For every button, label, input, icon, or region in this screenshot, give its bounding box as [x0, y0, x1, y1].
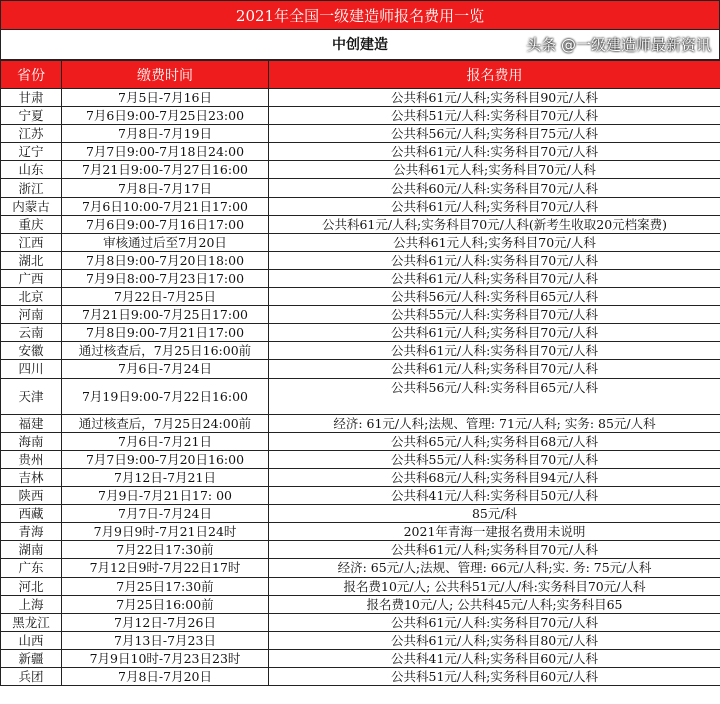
cell-province: 吉林 [1, 468, 62, 486]
table-row [1, 505, 720, 523]
cell-fee: 公共科55元/人科:实务科目70元/人科 [269, 306, 720, 324]
cell-payment-time: 通过核查后，7月25日16:00前 [62, 342, 269, 360]
cell-fee: 公共科61元/人科:实务科目70元/人科 [269, 342, 720, 360]
cell-fee: 公共科61元/人科;实务科目90元/人科 [269, 89, 720, 107]
cell-payment-time: 7月9日10时-7月23日23时 [62, 649, 269, 667]
cell-payment-time: 7月7日-7月24日 [62, 505, 269, 523]
cell-province: 江苏 [1, 125, 62, 143]
table-row [1, 233, 720, 251]
cell-province: 辽宁 [1, 143, 62, 161]
cell-payment-time: 7月12日9时-7月22日17时 [62, 559, 269, 577]
table-row [1, 342, 720, 360]
cell-payment-time: 7月7日9:00-7月18日24:00 [62, 143, 269, 161]
cell-fee: 报名费10元/人; 公共科51元/人/科:实务科目70元/人科 [269, 577, 720, 595]
cell-payment-time: 7月9日8:00-7月23日17:00 [62, 269, 269, 287]
cell-payment-time: 7月8日9:00-7月20日18:00 [62, 251, 269, 269]
cell-fee: 公共科61元/人科;实务科目70元/人科(新考生收取20元档案费) [269, 215, 720, 233]
cell-fee: 公共科61元/人科;实务科目70元/人科 [269, 360, 720, 378]
cell-payment-time: 7月6日10:00-7月21日17:00 [62, 197, 269, 215]
table-row [1, 613, 720, 631]
cell-payment-time: 7月25日17:30前 [62, 577, 269, 595]
header-fee: 报名费用 [269, 61, 720, 89]
cell-fee: 公共科60元/人科:实务科目70元/人科 [269, 179, 720, 197]
cell-province: 四川 [1, 360, 62, 378]
cell-province: 海南 [1, 432, 62, 450]
cell-payment-time: 7月22日-7月25日 [62, 288, 269, 306]
cell-fee: 85元/科 [269, 505, 720, 523]
cell-province: 陕西 [1, 487, 62, 505]
cell-province: 广东 [1, 559, 62, 577]
table-row [1, 179, 720, 197]
cell-fee: 公共科56元/人科;实务科目75元/人科 [269, 125, 720, 143]
cell-payment-time: 通过核查后，7月25日24:00前 [62, 414, 269, 432]
table-row [1, 523, 720, 541]
cell-payment-time: 7月6日-7月24日 [62, 360, 269, 378]
table-row [1, 288, 720, 306]
cell-payment-time: 7月21日9:00-7月25日17:00 [62, 306, 269, 324]
table-row [1, 161, 720, 179]
cell-province: 新疆 [1, 649, 62, 667]
table-row [1, 577, 720, 595]
table-row [1, 125, 720, 143]
cell-fee: 公共科61元/人科:实务科目70元/人科 [269, 143, 720, 161]
table-row [1, 668, 720, 686]
table-row [1, 414, 720, 432]
cell-province: 青海 [1, 523, 62, 541]
cell-fee: 公共科61元/人科;实务科目70元/人科 [269, 269, 720, 287]
cell-province: 河南 [1, 306, 62, 324]
cell-province: 福建 [1, 414, 62, 432]
cell-payment-time: 7月7日9:00-7月20日16:00 [62, 450, 269, 468]
cell-fee: 公共科61元/人科:实务科目70元/人科 [269, 613, 720, 631]
cell-province: 浙江 [1, 179, 62, 197]
table-row [1, 487, 720, 505]
cell-payment-time: 7月8日-7月17日 [62, 179, 269, 197]
cell-payment-time: 7月12日-7月21日 [62, 468, 269, 486]
table-subtitle: 中创建造 [332, 37, 388, 53]
cell-fee: 公共科41元/人科:实务科目50元/人科 [269, 487, 720, 505]
cell-province: 山东 [1, 161, 62, 179]
cell-payment-time: 7月8日-7月19日 [62, 125, 269, 143]
cell-province: 广西 [1, 269, 62, 287]
cell-province: 甘肃 [1, 89, 62, 107]
table-row [1, 541, 720, 559]
cell-province: 西藏 [1, 505, 62, 523]
table-row [1, 251, 720, 269]
cell-province: 江西 [1, 233, 62, 251]
cell-payment-time: 7月25日16:00前 [62, 595, 269, 613]
cell-province: 天津 [1, 378, 62, 414]
cell-province: 湖北 [1, 251, 62, 269]
table-row [1, 360, 720, 378]
cell-fee: 报名费10元/人; 公共科45元/人科;实务科目65 [269, 595, 720, 613]
cell-payment-time: 7月6日-7月21日 [62, 432, 269, 450]
cell-payment-time: 7月19日9:00-7月22日16:00 [62, 378, 269, 414]
cell-province: 黑龙江 [1, 613, 62, 631]
cell-fee: 公共科61元/人科;实务科目70元/人科 [269, 541, 720, 559]
table-row [1, 107, 720, 125]
cell-province: 山西 [1, 631, 62, 649]
table-subtitle-bar [0, 30, 720, 60]
table-row [1, 306, 720, 324]
header-payment-time: 缴费时间 [62, 61, 269, 89]
cell-payment-time: 7月22日17:30前 [62, 541, 269, 559]
table-title: 2021年全国一级建造师报名费用一览 [0, 0, 720, 30]
cell-province: 北京 [1, 288, 62, 306]
cell-payment-time: 7月9日9时-7月21日24时 [62, 523, 269, 541]
table-row [1, 324, 720, 342]
cell-fee: 公共科61元人科;实务科目70元/人科 [269, 161, 720, 179]
cell-province: 湖南 [1, 541, 62, 559]
cell-province: 安徽 [1, 342, 62, 360]
table-row [1, 269, 720, 287]
cell-fee: 公共科55元/人科:实务科目70元/人科 [269, 450, 720, 468]
cell-payment-time: 7月6日9:00-7月25日23:00 [62, 107, 269, 125]
cell-fee: 公共科51元/人科:实务科目70元/人科 [269, 107, 720, 125]
table-row [1, 595, 720, 613]
cell-fee: 经济: 65元/人;法规、管理: 66元/人科;实. 务: 75元/人科 [269, 559, 720, 577]
cell-fee: 公共科68元/人科;实务科目94元/人科 [269, 468, 720, 486]
cell-payment-time: 审核通过后至7月20日 [62, 233, 269, 251]
table-row [1, 432, 720, 450]
cell-fee: 公共科61元/人科;实务科目70元/人科 [269, 197, 720, 215]
table-row [1, 468, 720, 486]
table-row [1, 143, 720, 161]
cell-fee: 公共科61元/人科;实务科目70元/人科 [269, 324, 720, 342]
table-row [1, 197, 720, 215]
cell-province: 贵州 [1, 450, 62, 468]
table-row [1, 631, 720, 649]
cell-province: 内蒙古 [1, 197, 62, 215]
cell-payment-time: 7月6日9:00-7月16日17:00 [62, 215, 269, 233]
table-row [1, 89, 720, 107]
table-row [1, 559, 720, 577]
cell-fee: 公共科41元/人科;实务科目60元/人科 [269, 649, 720, 667]
cell-fee: 公共科61元/人科:实务科目70元/人科 [269, 251, 720, 269]
cell-fee: 公共科61元/人科;实务科目80元/人科 [269, 631, 720, 649]
header-row [1, 61, 720, 89]
cell-payment-time: 7月13日-7月23日 [62, 631, 269, 649]
cell-fee: 经济: 61元/人科;法规、管理: 71元/人科; 实务: 85元/人科 [269, 414, 720, 432]
table-row [1, 649, 720, 667]
cell-payment-time: 7月21日9:00-7月27日16:00 [62, 161, 269, 179]
cell-fee: 公共科51元/人科;实务科目60元/人科 [269, 668, 720, 686]
cell-payment-time: 7月9日-7月21日17: 00 [62, 487, 269, 505]
fee-table [0, 60, 720, 686]
cell-fee: 公共科56元/人科:实务科目65元/人科 [269, 288, 720, 306]
cell-fee: 2021年青海一建报名费用未说明 [269, 523, 720, 541]
cell-province: 上海 [1, 595, 62, 613]
cell-payment-time: 7月5日-7月16日 [62, 89, 269, 107]
header-province: 省份 [1, 61, 62, 89]
cell-province: 云南 [1, 324, 62, 342]
table-row [1, 378, 720, 414]
cell-province: 兵团 [1, 668, 62, 686]
cell-fee: 公共科61元人科;实务科目70元/人科 [269, 233, 720, 251]
cell-province: 宁夏 [1, 107, 62, 125]
cell-payment-time: 7月8日-7月20日 [62, 668, 269, 686]
table-row [1, 450, 720, 468]
cell-fee: 公共科65元/人科;实务科目68元/人科 [269, 432, 720, 450]
watermark: 头条 @一级建造师最新资讯 [526, 36, 711, 54]
cell-fee: 公共科56元/人科:实务科目65元/人科 [269, 378, 720, 414]
cell-province: 重庆 [1, 215, 62, 233]
cell-payment-time: 7月12日-7月26日 [62, 613, 269, 631]
table-row [1, 215, 720, 233]
cell-payment-time: 7月8日9:00-7月21日17:00 [62, 324, 269, 342]
cell-province: 河北 [1, 577, 62, 595]
